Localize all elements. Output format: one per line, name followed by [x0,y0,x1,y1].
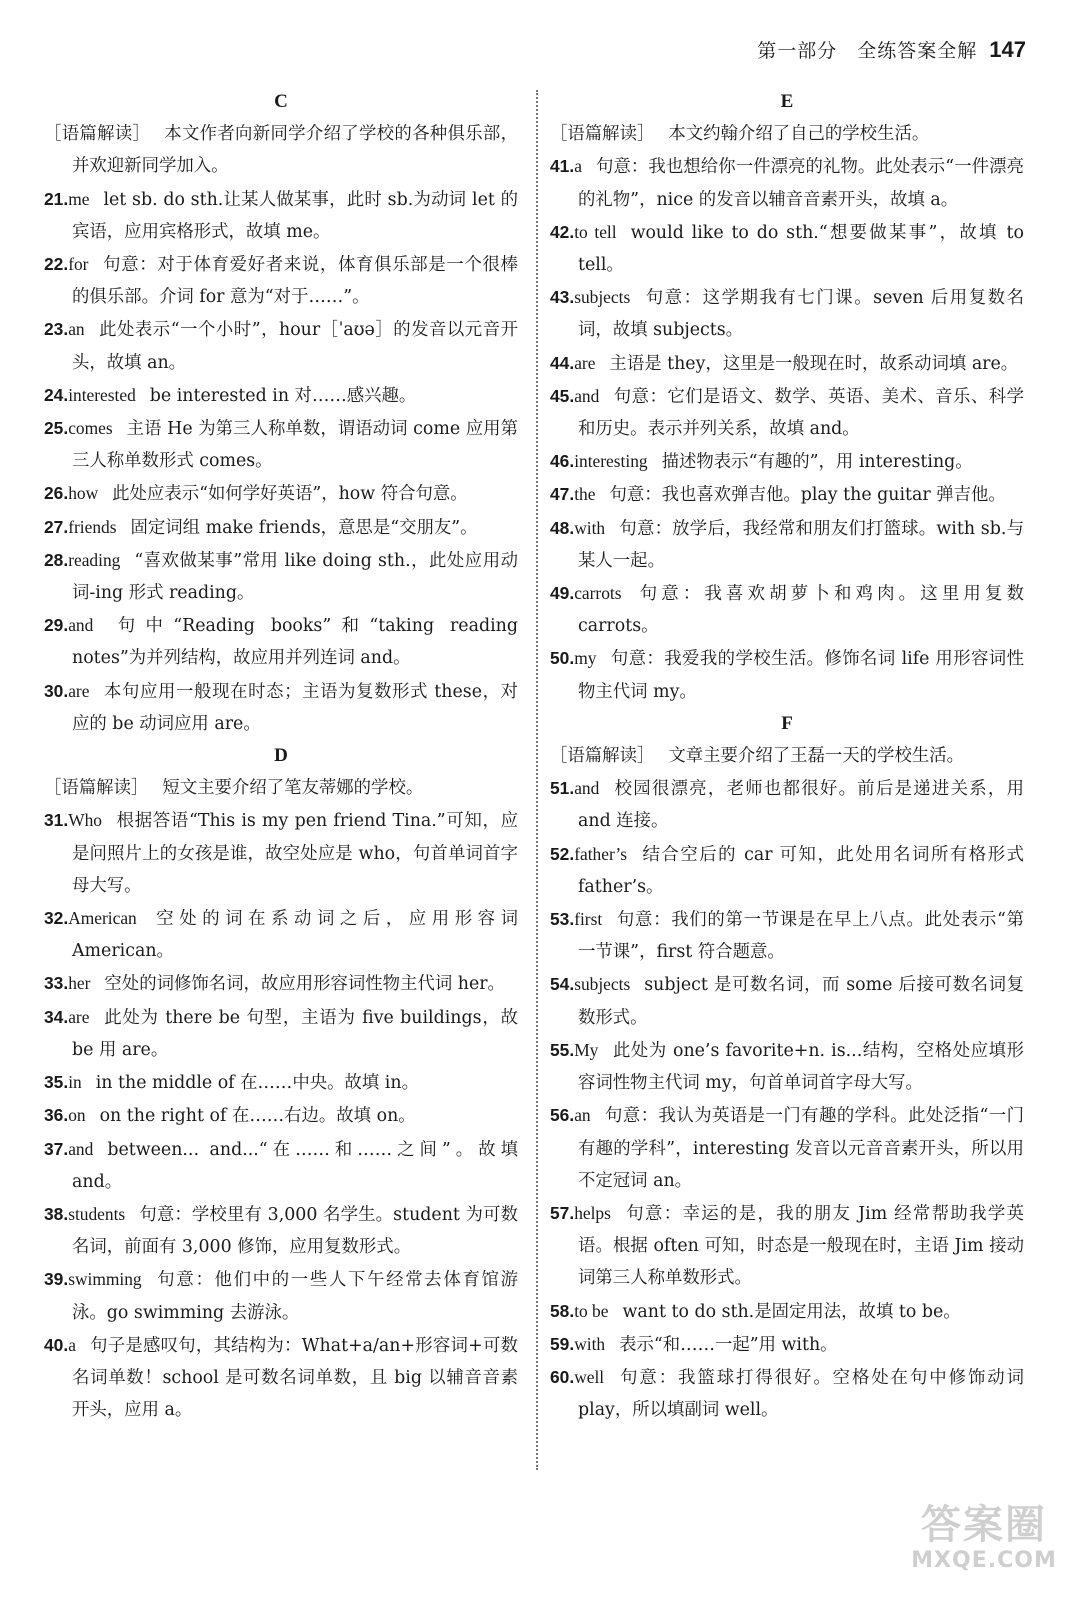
question-number: 56. [550,1105,575,1126]
answer-item [44,248,518,313]
answer-word: are [574,352,596,373]
answer-explanation: 句中“Reading books”和“taking reading notes”为并列结构，故应用并列连词 and。 [72,616,518,669]
answer-item [550,1361,1024,1426]
answer-item [550,642,1024,707]
question-number: 22. [44,254,69,275]
column-divider [536,90,538,1470]
answer-explanation: 此处为 one’s favorite+n. is...结构，空格处应填形容词性物主代词 my，句首单词首字母大写。 [578,1040,1024,1094]
answer-explanation: 描述物表示“有趣的”，用 interesting。 [661,452,973,473]
answer-item [550,445,1024,478]
answer-explanation: 此处为 there be 句型，主语为 five buildings，故 be 用 are。 [72,1007,518,1060]
question-number: 41. [550,156,575,177]
answer-explanation: 句子是感叹句，其结构为：What+a/an+形容词+可数名词单数！school 是可数名词单数，且 big 以辅音音素开头，应用 a。 [72,1335,518,1421]
section-letter: F [781,712,793,734]
question-number: 31. [44,810,69,831]
answer-word: and [68,615,94,636]
answer-item [550,1197,1024,1295]
question-number: 45. [550,385,575,406]
answer-word: me [68,188,90,209]
question-number: 24. [44,384,69,405]
question-number: 34. [44,1006,69,1027]
passage-summary [44,118,518,182]
question-number: 38. [44,1203,69,1224]
answer-word: the [574,484,596,505]
answer-word: reading [68,549,121,570]
answer-explanation: 句意：我爱我的学校生活。修饰名词 life 用形容词性物主代词 my。 [578,649,1024,702]
answer-explanation: in the middle of 在……中央。故填 in。 [95,1073,419,1094]
section-letter: C [274,91,288,112]
question-number: 35. [44,1072,69,1093]
section-letter: D [274,745,288,767]
answer-word: with [574,517,606,538]
question-number: 29. [44,615,69,636]
answer-word: father’s [574,843,627,864]
answer-word: on [68,1105,86,1126]
question-number: 51. [550,778,575,799]
question-number: 55. [550,1039,575,1060]
answer-item [550,1034,1024,1099]
answer-word: an [68,319,85,340]
question-number: 59. [550,1333,575,1354]
answer-word: a [574,156,582,177]
question-number: 43. [550,287,575,308]
header-title: 第一部分 全练答案全解 [757,40,978,62]
answer-item [550,347,1024,380]
answer-word: friends [68,516,117,537]
answer-item [44,675,518,740]
answer-explanation: “喜欢做某事”常用 like doing sth.，此处应用动词-ing 形式 reading。 [72,550,518,604]
summary-tag: ［语篇解读］ [44,778,149,799]
answer-item [550,577,1024,642]
answer-item [550,1099,1024,1197]
answer-word: helps [574,1202,611,1223]
page-header [757,36,1026,63]
answer-explanation: 结合空后的 car 可知，此处用名词所有格形式 father’s。 [578,844,1024,897]
page-number: 147 [989,37,1026,62]
answer-item [44,967,518,1000]
answer-explanation: 句意：我篮球打得很好。空格处在句中修饰动词 play，所以填副词 well。 [578,1367,1024,1421]
answer-explanation: be interested in 对……感兴趣。 [149,385,417,406]
answer-explanation: 表示“和……一起”用 with。 [619,1334,838,1355]
answer-item [44,477,518,510]
answer-item [44,902,518,967]
answer-explanation: 句意：我认为英语是一门有趣的学科。此处泛指“一门有趣的学科”，interesting 发音以元音音素开头，所以用不定冠词 an。 [578,1106,1024,1191]
summary-text: 本文作者向新同学介绍了学校的各种俱乐部，并欢迎新同学加入。 [72,124,518,177]
answer-item [550,903,1024,968]
answer-word: first [574,909,603,930]
answer-word: and [574,778,600,799]
question-number: 25. [44,418,69,439]
question-number: 21. [44,188,69,209]
answer-item [550,968,1024,1033]
answer-explanation: 空处的词修饰名词，故应用形容词性物主代词 her。 [104,974,505,995]
answer-item [44,183,518,248]
answer-item [550,281,1024,346]
answer-explanation: 校园很漂亮，老师也都很好。前后是递进关系，用 and 连接。 [578,779,1024,832]
answer-explanation: 句意：它们是语文、数学、英语、美术、音乐、科学和历史。表示并列关系，故填 and。 [578,386,1024,440]
right-column [550,86,1024,1426]
question-number: 48. [550,517,575,538]
answer-explanation: 空处的词在系动词之后，应用形容词 American。 [72,909,518,962]
answer-explanation: 句意：对于体育爱好者来说，体育俱乐部是一个很棒的俱乐部。介词 for 意为“对于……”。 [72,255,518,308]
answer-word: an [574,1105,591,1126]
answer-explanation: between... and...“在……和……之间”。故填 and。 [72,1139,518,1192]
answer-explanation: want to do sth.是固定用法，故填 to be。 [622,1301,961,1322]
answer-item [550,216,1024,281]
question-number: 58. [550,1300,575,1321]
answer-item [550,1295,1024,1328]
question-number: 26. [44,483,69,504]
answer-explanation: 此处应表示“如何学好英语”，how 符合句意。 [112,484,468,505]
answer-word: my [574,648,597,669]
answer-explanation: 主语是 they，这里是一般现在时，故系动词填 are。 [609,353,1019,374]
answer-word: American [68,908,137,929]
answer-explanation: 句意：学校里有 3,000 名学生。student 为可数名词，前面有 3,000 修饰，应用复数形式。 [72,1204,518,1258]
question-number: 39. [44,1269,69,1290]
question-number: 50. [550,648,575,669]
question-number: 54. [550,974,575,995]
summary-text: 本文约翰介绍了自己的学校生活。 [668,124,930,145]
section-letter: E [780,91,794,112]
answer-word: in [68,1072,82,1093]
answer-explanation: let sb. do sth.让某人做某事，此时 sb.为动词 let 的宾语，应用宾格形式，故填 me。 [72,189,518,242]
answer-word: My [574,1039,599,1060]
answer-item [44,1001,518,1066]
answer-item [44,1066,518,1099]
question-number: 28. [44,549,69,570]
question-number: 40. [44,1334,69,1355]
answer-explanation: 本句应用一般现在时态；主语为复数形式 these，对应的 be 动词应用 are。 [72,681,518,734]
answer-item [44,412,518,477]
answer-explanation: 句意：放学后，我经常和朋友们打篮球。with sb.与某人一起。 [578,518,1024,571]
question-number: 32. [44,908,69,929]
answer-explanation: 固定词组 make friends，意思是“交朋友”。 [130,517,478,538]
answer-word: with [574,1333,606,1354]
question-number: 33. [44,973,69,994]
answer-item [44,379,518,412]
answer-explanation: subject 是可数名词，而 some 后接可数名词复数形式。 [578,975,1024,1028]
answer-word: a [68,1334,76,1355]
question-number: 23. [44,319,69,340]
answer-explanation: 根据答语“This is my pen friend Tina.”可知，应是问照片上的女孩是谁，故空处应是 who，句首单词首字母大写。 [72,811,518,896]
answer-word: interested [68,384,136,405]
question-number: 37. [44,1138,69,1159]
question-number: 53. [550,909,575,930]
question-number: 47. [550,484,575,505]
answer-item [550,150,1024,215]
answer-item [44,1133,518,1198]
answer-word: how [68,483,99,504]
answer-word: interesting [574,451,648,472]
answer-word: for [68,254,89,275]
answer-item [44,544,518,609]
watermark-bottom-text: MXQE.COM [911,1548,1057,1573]
answer-word: to be [574,1300,609,1321]
summary-text: 文章主要介绍了王磊一天的学校生活。 [668,746,965,767]
answer-item [44,1198,518,1263]
answer-word: and [574,385,600,406]
answer-item [44,1263,518,1328]
answer-explanation: 句意：我们的第一节课是在早上八点。此处表示“第一节课”，first 符合题意。 [578,910,1024,963]
answer-explanation: 句意：这学期我有七门课。seven 后用复数名词，故填 subjects。 [578,288,1024,341]
answer-item [44,511,518,544]
answer-item [550,1328,1024,1361]
answer-word: are [68,680,90,701]
summary-tag: ［语篇解读］ [550,124,655,145]
question-number: 27. [44,516,69,537]
answer-item [550,512,1024,577]
answer-item [44,1099,518,1132]
watermark-logo [904,1502,1064,1584]
answer-word: her [68,973,91,994]
answer-item [550,838,1024,903]
answer-explanation: 句意：幸运的是，我的朋友 Jim 经常帮助我学英语。根据 often 可知，时态是一般现在时，主语 Jim 接动词第三人称单数形式。 [578,1203,1024,1289]
answer-word: well [574,1366,605,1387]
answer-word: swimming [68,1269,142,1290]
summary-tag: ［语篇解读］ [44,124,151,145]
left-column [44,86,518,1426]
answer-explanation: 句意：我也想给你一件漂亮的礼物。此处表示“一件漂亮的礼物”，nice 的发音以辅音音素开头，故填 a。 [578,157,1024,210]
question-number: 42. [550,221,575,242]
question-number: 46. [550,451,575,472]
watermark-top-text: 答案圈 [921,1502,1047,1548]
summary-text: 短文主要介绍了笔友蒂娜的学校。 [162,778,424,799]
answer-item [550,380,1024,445]
answer-item [44,804,518,902]
question-number: 44. [550,352,575,373]
answer-word: and [68,1138,94,1159]
answer-explanation: 句意：他们中的一些人下午经常去体育馆游泳。go swimming 去游泳。 [72,1270,518,1323]
answer-item [44,609,518,674]
answer-word: subjects [574,287,631,308]
answer-explanation: would like to do sth.“想要做某事”，故填 to tell。 [578,222,1024,276]
answer-word: to tell [574,221,617,242]
answer-explanation: 主语 He 为第三人称单数，谓语动词 come 应用第三人称单数形式 comes。 [72,419,518,472]
summary-tag: ［语篇解读］ [550,746,655,767]
answer-word: subjects [574,974,631,995]
answer-explanation: 此处表示“一个小时”，hour［ˈaʊə］的发音以元音开头，故填 an。 [72,320,518,373]
question-number: 57. [550,1202,575,1223]
answer-item [44,313,518,378]
passage-summary [550,740,1024,772]
question-number: 36. [44,1105,69,1126]
answer-word: Who [68,810,102,831]
answer-word: comes [68,418,113,439]
question-number: 60. [550,1366,575,1387]
answer-explanation: 句意：我也喜欢弹吉他。play the guitar 弹吉他。 [609,485,1006,506]
answer-item [550,772,1024,837]
passage-summary [550,118,1024,150]
answer-explanation: on the right of 在……右边。故填 on。 [99,1106,416,1127]
answer-item [550,478,1024,511]
answer-item [44,1329,518,1427]
question-number: 30. [44,680,69,701]
answer-word: carrots [574,583,622,604]
answer-word: students [68,1203,126,1224]
passage-summary [44,772,518,804]
question-number: 52. [550,843,575,864]
answer-explanation: 句意：我喜欢胡萝卜和鸡肉。这里用复数 carrots。 [578,584,1024,637]
answer-word: are [68,1006,90,1027]
question-number: 49. [550,583,575,604]
